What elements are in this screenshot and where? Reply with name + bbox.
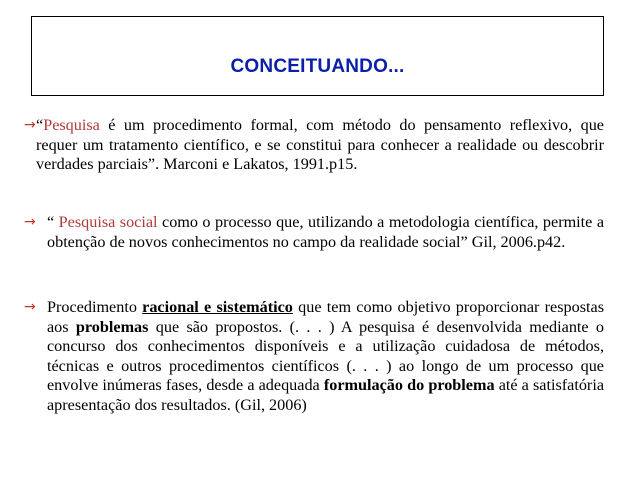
paragraph-3-mid1: que tem como objetivo proporcionar respostas aos [47, 298, 604, 336]
paragraph-3-mid2: que são propostos. (. . . ) A pesquisa é desenvolvida mediante o concurso dos conhecimentos disponíveis e a utilização cuidadosa de métodos, técnicas e outros procedimentos científicos (. . . ) ao longo de um processo que envolve inúmeras fases, desde a adequada [47, 317, 604, 394]
paragraph-2 [24, 213, 604, 252]
paragraph-3 [24, 298, 604, 415]
arrow-right-icon: → [24, 299, 36, 315]
arrow-right-icon: → [24, 214, 36, 230]
paragraph-2-body: como o processo que, utilizando a metodologia científica, permite a obtenção de novos conhecimentos no campo da realidade social” Gil, 2006.p42. [47, 213, 605, 251]
paragraph-2-text [47, 213, 604, 252]
term-pesquisa: Pesquisa [43, 116, 100, 134]
title-box [31, 16, 604, 96]
open-quote: “ [47, 213, 59, 231]
arrow-right-icon: → [24, 117, 36, 133]
emphasis-problemas: problemas [75, 317, 149, 336]
open-quote: “ [36, 116, 44, 134]
emphasis-racional-sistematico: racional e sistemático [142, 298, 293, 316]
emphasis-formulacao-problema: formulação do problema [323, 376, 495, 394]
paragraph-3-tail: até a satisfatória apresentação dos resultados. (Gil, 2006) [47, 376, 605, 414]
paragraph-3-lead: Procedimento [47, 298, 143, 316]
paragraph-3-text [47, 298, 604, 415]
slide-title: CONCEITUANDO... [230, 56, 405, 77]
term-pesquisa-social: Pesquisa social [58, 213, 158, 231]
paragraph-1 [24, 116, 604, 175]
paragraph-1-text [36, 116, 604, 175]
paragraph-1-body: é um procedimento formal, com método do pensamento reflexivo, que requer um tratamento científico, e se constitui para conhecer a realidade ou descobrir verdades parciais”. Marconi e Lakatos, 1991.p15. [36, 116, 604, 173]
